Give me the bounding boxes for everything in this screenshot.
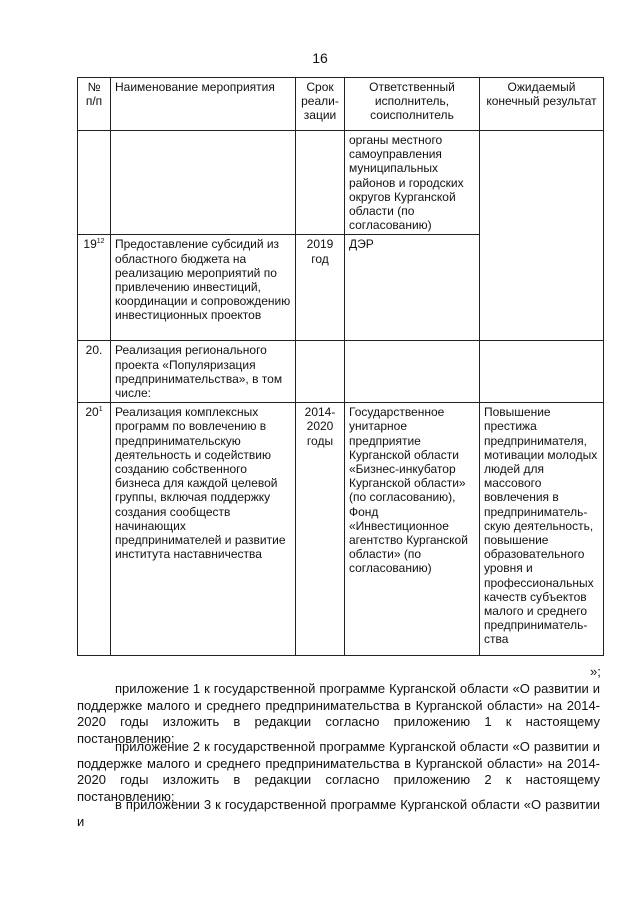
page-number: 16	[312, 50, 328, 66]
row-responsible: Государственное унитарное предприятие Курганской области «Бизнес-инкубатор Курганской области» (по согласованию), Фонд «Инвестиционное агентство Курганской области» (по согласованию)	[345, 403, 480, 656]
header-responsible: Ответственный исполнитель, соисполнитель	[345, 78, 480, 131]
row-result	[480, 235, 604, 341]
row-term: 2019 год	[296, 235, 345, 341]
header-result: Ожидаемый конечный результат	[480, 78, 604, 131]
table-row	[78, 403, 604, 656]
row-num: $20^1$	[78, 403, 111, 656]
closing-quote-mark: »;	[590, 664, 601, 679]
measures-table	[77, 77, 604, 656]
row-result	[480, 131, 604, 235]
row-term: 2014-2020 годы	[296, 403, 345, 656]
row-name: Реализация комплексных программ по вовлечению в предпринимательскую деятельность и содействию созданию собственного бизнеса для каждой целевой группы, включая поддержку создания сообществ начинающих предпринимателей и развитие института наставничества	[111, 403, 296, 656]
table-header-row	[78, 78, 604, 131]
row-name: Предоставление субсидий из областного бюджета на реализацию мероприятий по привлечению инвестиций, координации и сопровождению инвестиционных проектов	[111, 235, 296, 341]
table-row	[78, 235, 604, 341]
row-num: $19^{12}$	[78, 235, 111, 341]
row-num	[78, 131, 111, 235]
row-num-superscript: 12	[96, 238, 105, 246]
paragraph: приложение 1 к государственной программе Курганской области «О развитии и поддержке малого и среднего предпринимательства в Курганской области» на 2014-2020 годы изложить в редакции согласно приложению 1 к настоящему постановлению;	[77, 681, 600, 746]
row-result: Повышение престижа предпринимателя, мотивации молодых людей для массового вовлечения в предприниматель-скую деятельность, повышение образовательного уровня и профессиональных качеств субъектов малого и среднего предприниматель-ства	[480, 403, 604, 656]
row-result	[480, 341, 604, 403]
row-name: Реализация регионального проекта «Популяризация предпринимательства», в том числе:	[111, 341, 296, 403]
row-num: 20.	[78, 341, 111, 403]
row-name	[111, 131, 296, 235]
header-name: Наименование мероприятия	[111, 78, 296, 131]
row-responsible	[345, 341, 480, 403]
paragraph: приложение 2 к государственной программе Курганской области «О развитии и поддержке малого и среднего предпринимательства в Курганской области» на 2014-2020 годы изложить в редакции согласно приложению 2 к настоящему постановлению;	[77, 739, 600, 804]
row-responsible: ДЭР	[345, 235, 480, 341]
table-row	[78, 341, 604, 403]
row-num-superscript: 1	[98, 406, 103, 414]
header-term: Срок реали-зации	[296, 78, 345, 131]
row-responsible: органы местного самоуправления муниципальных районов и городских округов Курганской области (по согласованию)	[345, 131, 480, 235]
row-term	[296, 131, 345, 235]
row-term	[296, 341, 345, 403]
header-num: № п/п	[78, 78, 111, 131]
paragraph: в приложении 3 к государственной программе Курганской области «О развитии и	[77, 797, 600, 829]
table-row	[78, 131, 604, 235]
